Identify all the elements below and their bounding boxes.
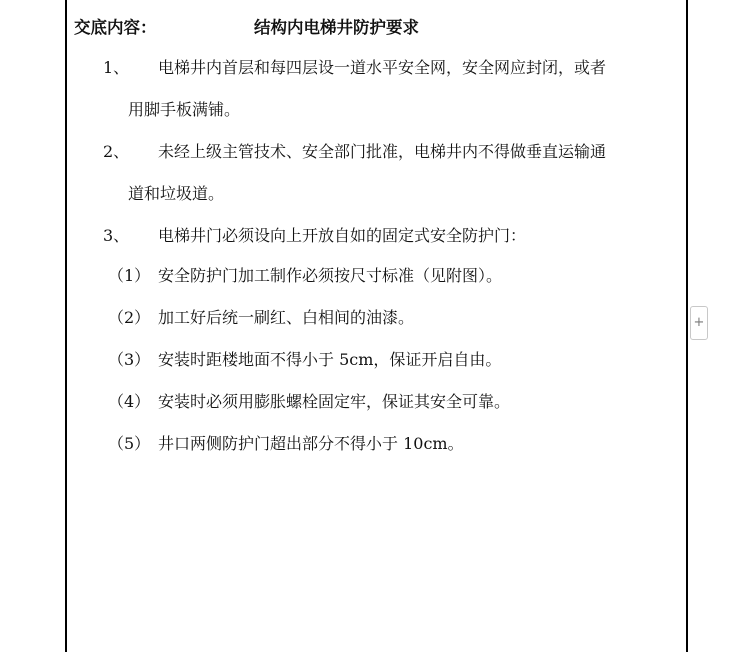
list-item-text-continuation: 道和垃圾道。 [128, 184, 225, 203]
sub-item-number: （5） [108, 434, 151, 453]
list-item-number: 3、 [103, 226, 130, 245]
list-item-number: 1、 [103, 58, 130, 77]
document-title: 结构内电梯井防护要求 [254, 18, 419, 37]
sub-item-number: （2） [108, 308, 151, 327]
sub-item-text: 安装时必须用膨胀螺栓固定牢，保证其安全可靠。 [158, 392, 511, 411]
sub-item-number: （1） [108, 266, 151, 285]
sub-item-number: （4） [108, 392, 151, 411]
list-item-text: 电梯井门必须设向上开放自如的固定式安全防护门： [158, 226, 527, 245]
list-item-text: 电梯井内首层和每四层设一道水平安全网，安全网应封闭，或者 [158, 58, 607, 77]
add-row-button[interactable] [690, 306, 708, 340]
heading-row [74, 14, 684, 40]
sub-item-text: 加工好后统一刷红、白相间的油漆。 [158, 308, 415, 327]
sub-item-number: （3） [108, 350, 151, 369]
sub-item-text: 安装时距楼地面不得小于 5cm，保证开启自由。 [158, 350, 502, 369]
sub-item-text: 井口两侧防护门超出部分不得小于 10cm。 [158, 434, 464, 453]
plus-icon: + [693, 315, 705, 330]
list-item-text: 未经上级主管技术、安全部门批准，电梯井内不得做垂直运输通 [158, 142, 607, 161]
list-item-text-continuation: 用脚手板满铺。 [128, 100, 241, 119]
list-item-number: 2、 [103, 142, 130, 161]
sub-item-text: 安全防护门加工制作必须按尺寸标准（见附图）。 [158, 266, 503, 285]
heading-label: 交底内容： [74, 18, 157, 37]
